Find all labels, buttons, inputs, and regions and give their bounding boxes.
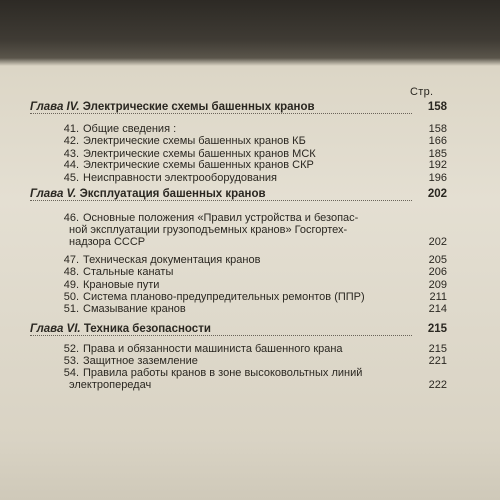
toc-entry-continuation <box>30 379 450 391</box>
chapter-rule <box>30 113 412 114</box>
chapter-heading <box>30 188 450 200</box>
entry-number: 52. <box>63 343 79 355</box>
entry-number: 51. <box>63 303 79 315</box>
entry-number: 41. <box>63 123 79 135</box>
entry-title: Техническая документация кранов <box>83 254 261 266</box>
entry-number: 46. <box>63 212 79 224</box>
entry-title: Защитное заземление <box>83 355 198 367</box>
page-number: 158 <box>427 101 447 113</box>
chapter-title <box>30 323 211 335</box>
chapter-name: Техника безопасности <box>83 323 211 335</box>
toc-entry-continuation <box>30 224 450 236</box>
chapter-label: Глава VI. <box>30 323 81 335</box>
page-number: 221 <box>428 355 447 367</box>
entry-title: Электрические схемы башенных кранов СКР <box>83 159 314 171</box>
chapter-rule <box>30 335 412 336</box>
entry-title: надзора СССР <box>69 236 146 248</box>
entry-number: 43. <box>63 148 79 160</box>
entry-number: 50. <box>63 291 79 303</box>
toc-entry <box>30 172 450 184</box>
entry-title: ной эксплуатации грузоподъемных кранов» Госгортех- <box>69 224 348 236</box>
entry-title: Электрические схемы башенных кранов МСК <box>83 148 316 160</box>
page-number: 166 <box>428 135 447 147</box>
entry-title: Общие сведения : <box>83 123 177 135</box>
entry-title: Основные положения «Правил устройства и безопас- <box>83 212 359 224</box>
toc-entry <box>30 367 450 379</box>
entry-title: Крановые пути <box>83 279 160 291</box>
page-number: 215 <box>427 323 447 335</box>
page-column-header: Стр. <box>410 86 434 98</box>
page-number: 185 <box>428 148 447 160</box>
entry-title: Права и обязанности машиниста башенного крана <box>83 343 343 355</box>
toc-entry <box>30 303 450 315</box>
toc-entry <box>30 266 450 278</box>
page-number: 222 <box>428 379 447 391</box>
page-number: 202 <box>428 236 447 248</box>
toc-entry <box>30 343 450 355</box>
toc-entry <box>30 254 450 266</box>
entry-title: электропередач <box>69 379 152 391</box>
entry-title: Система планово-предупредительных ремонтов (ППР) <box>83 291 365 303</box>
page-number: 211 <box>429 291 447 303</box>
entry-number: 54. <box>63 367 79 379</box>
page-number: 205 <box>428 254 447 266</box>
entry-number: 42. <box>63 135 79 147</box>
page-number: 192 <box>428 159 447 171</box>
entry-title: Правила работы кранов в зоне высоковольтных линий <box>83 367 363 379</box>
entry-title: Стальные канаты <box>83 266 174 278</box>
toc-entry <box>30 279 450 291</box>
page-number: 209 <box>428 279 447 291</box>
page-number: 214 <box>428 303 447 315</box>
entry-number: 47. <box>63 254 79 266</box>
toc-entry <box>30 212 450 224</box>
entry-number: 48. <box>63 266 79 278</box>
page-number: 202 <box>427 188 447 200</box>
chapter-rule <box>30 200 412 201</box>
toc-entry <box>30 135 450 147</box>
entry-number: 53. <box>63 355 79 367</box>
chapter-label: Глава V. <box>30 188 77 200</box>
entry-title: Электрические схемы башенных кранов КБ <box>83 135 306 147</box>
entry-title: Неисправности электрооборудования <box>83 172 278 184</box>
toc-entry <box>30 159 450 171</box>
toc-entry <box>30 123 450 135</box>
chapter-title <box>30 101 315 113</box>
entry-number: 45. <box>63 172 79 184</box>
entry-title: Смазывание кранов <box>83 303 186 315</box>
entry-number: 44. <box>63 159 79 171</box>
chapter-title <box>30 188 266 200</box>
entry-number: 49. <box>63 279 79 291</box>
page-number: 215 <box>428 343 447 355</box>
chapter-heading <box>30 323 450 335</box>
page-number: 196 <box>428 172 447 184</box>
page-number: 158 <box>428 123 447 135</box>
chapter-name: Эксплуатация башенных кранов <box>79 188 266 200</box>
toc-entry <box>30 291 450 303</box>
chapter-heading <box>30 101 450 113</box>
toc-entry-continuation <box>30 236 450 248</box>
toc-entry <box>30 355 450 367</box>
chapter-name: Электрические схемы башенных кранов <box>82 101 315 113</box>
chapter-label: Глава IV. <box>30 101 80 113</box>
page-number: 206 <box>428 266 447 278</box>
